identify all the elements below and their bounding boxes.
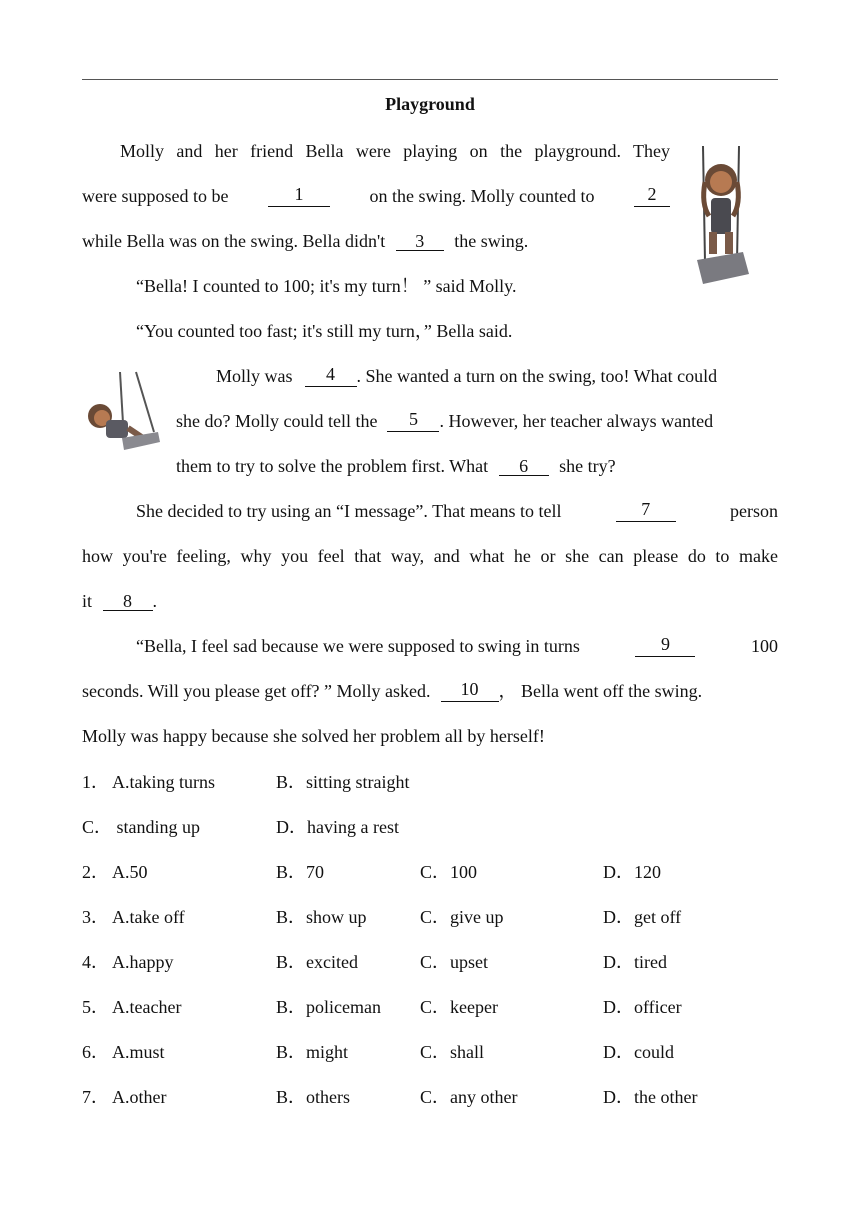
passage-text: them to try to solve the problem first. What: [176, 456, 489, 476]
question-number: 4．: [82, 952, 109, 972]
option-c: C．keeper: [420, 997, 498, 1017]
blank-1: 1: [268, 185, 330, 207]
question-number: 3．: [82, 907, 109, 927]
option-c: C．give up: [420, 907, 504, 927]
option-d: D．120: [603, 862, 661, 882]
option-d: D．officer: [603, 997, 682, 1017]
passage-text: she try?: [559, 456, 616, 476]
passage-line: [216, 365, 778, 387]
passage-text: She decided to try using an “I message”. That means to tell: [136, 501, 562, 521]
option-b: B．show up: [276, 907, 367, 927]
passage-text: ， Bella went off the swing.: [498, 681, 703, 701]
passage-line: “Bella! I counted to 100; it's my turn！ ” said Molly.: [136, 276, 517, 296]
girl-on-swing-illustration: [683, 142, 765, 294]
option-b: B．others: [276, 1087, 350, 1107]
question-number: 5．: [82, 997, 109, 1017]
passage-text: it: [82, 591, 93, 611]
blank-10: 10: [441, 680, 499, 702]
question-number: 1．: [82, 772, 109, 792]
option-b: B．might: [276, 1042, 349, 1062]
blank-3: 3: [396, 232, 444, 251]
passage-line: [82, 545, 778, 567]
passage-line: [176, 410, 778, 432]
blank-2: 2: [634, 185, 670, 207]
passage-title: Playground: [385, 94, 475, 114]
option-c: C．any other: [420, 1087, 518, 1107]
option-d: D．the other: [603, 1087, 698, 1107]
passage-text: person: [730, 501, 778, 521]
blank-7: 7: [616, 500, 676, 522]
blank-5: 5: [387, 410, 439, 432]
passage-text: 100: [751, 636, 778, 656]
passage-text: Molly was: [216, 366, 293, 386]
passage-line: [82, 185, 670, 207]
passage-text: while Bella was on the swing. Bella didn't: [82, 231, 386, 251]
option-a: A.teacher: [112, 997, 182, 1017]
option-c: C．upset: [420, 952, 489, 972]
passage-line: [176, 455, 616, 477]
header-rule: [82, 79, 778, 80]
option-b: B．sitting straight: [276, 772, 410, 792]
passage-text: how you're feeling, why you feel that way, and what he or she can please do to make: [82, 546, 778, 566]
option-a: A.must: [112, 1042, 165, 1062]
passage-text: “Bella, I feel sad because we were supposed to swing in turns: [136, 636, 580, 656]
passage-text: Molly and her friend Bella were playing on the playground. They: [120, 141, 670, 161]
option-a: A.taking turns: [112, 772, 215, 792]
passage-text: . She wanted a turn on the swing, too! What could: [356, 366, 718, 386]
passage-text: were supposed to be: [82, 186, 229, 206]
blank-9: 9: [635, 635, 695, 657]
option-b: B．excited: [276, 952, 358, 972]
blank-8: 8: [103, 592, 153, 611]
passage-line: Molly was happy because she solved her problem all by herself!: [82, 726, 545, 746]
question-number: 7．: [82, 1087, 109, 1107]
passage-line: [136, 635, 778, 657]
blank-4: 4: [305, 365, 357, 387]
passage-text: seconds. Will you please get off? ” Molly asked.: [82, 681, 431, 701]
passage-line: [82, 230, 528, 252]
option-b: B．policeman: [276, 997, 381, 1017]
passage-line: [120, 140, 670, 162]
question-number: 2．: [82, 862, 109, 882]
passage-text: she do? Molly could tell the: [176, 411, 378, 431]
passage-text: .: [152, 591, 158, 611]
passage-line: [82, 590, 157, 612]
girl-on-swing-side-illustration: [84, 370, 164, 456]
blank-6: 6: [499, 457, 549, 476]
option-a: A.other: [112, 1087, 167, 1107]
passage-line: “You counted too fast; it's still my turn，” Bella said.: [136, 321, 513, 341]
option-d: D．could: [603, 1042, 674, 1062]
option-c: C．shall: [420, 1042, 485, 1062]
passage-text: the swing.: [454, 231, 529, 251]
option-c: C．100: [420, 862, 478, 882]
option-d: D．having a rest: [276, 817, 399, 837]
option-a: A.take off: [112, 907, 185, 927]
option-d: D．tired: [603, 952, 667, 972]
option-a: A.50: [112, 862, 148, 882]
passage-line: [82, 680, 778, 702]
option-c: C． standing up: [82, 817, 201, 837]
option-a: A.happy: [112, 952, 174, 972]
passage-text: on the swing. Molly counted to: [369, 186, 595, 206]
option-b: B．70: [276, 862, 325, 882]
question-number: 6．: [82, 1042, 109, 1062]
passage-line: [136, 500, 778, 522]
option-d: D．get off: [603, 907, 682, 927]
passage-text: . However, her teacher always wanted: [439, 411, 714, 431]
